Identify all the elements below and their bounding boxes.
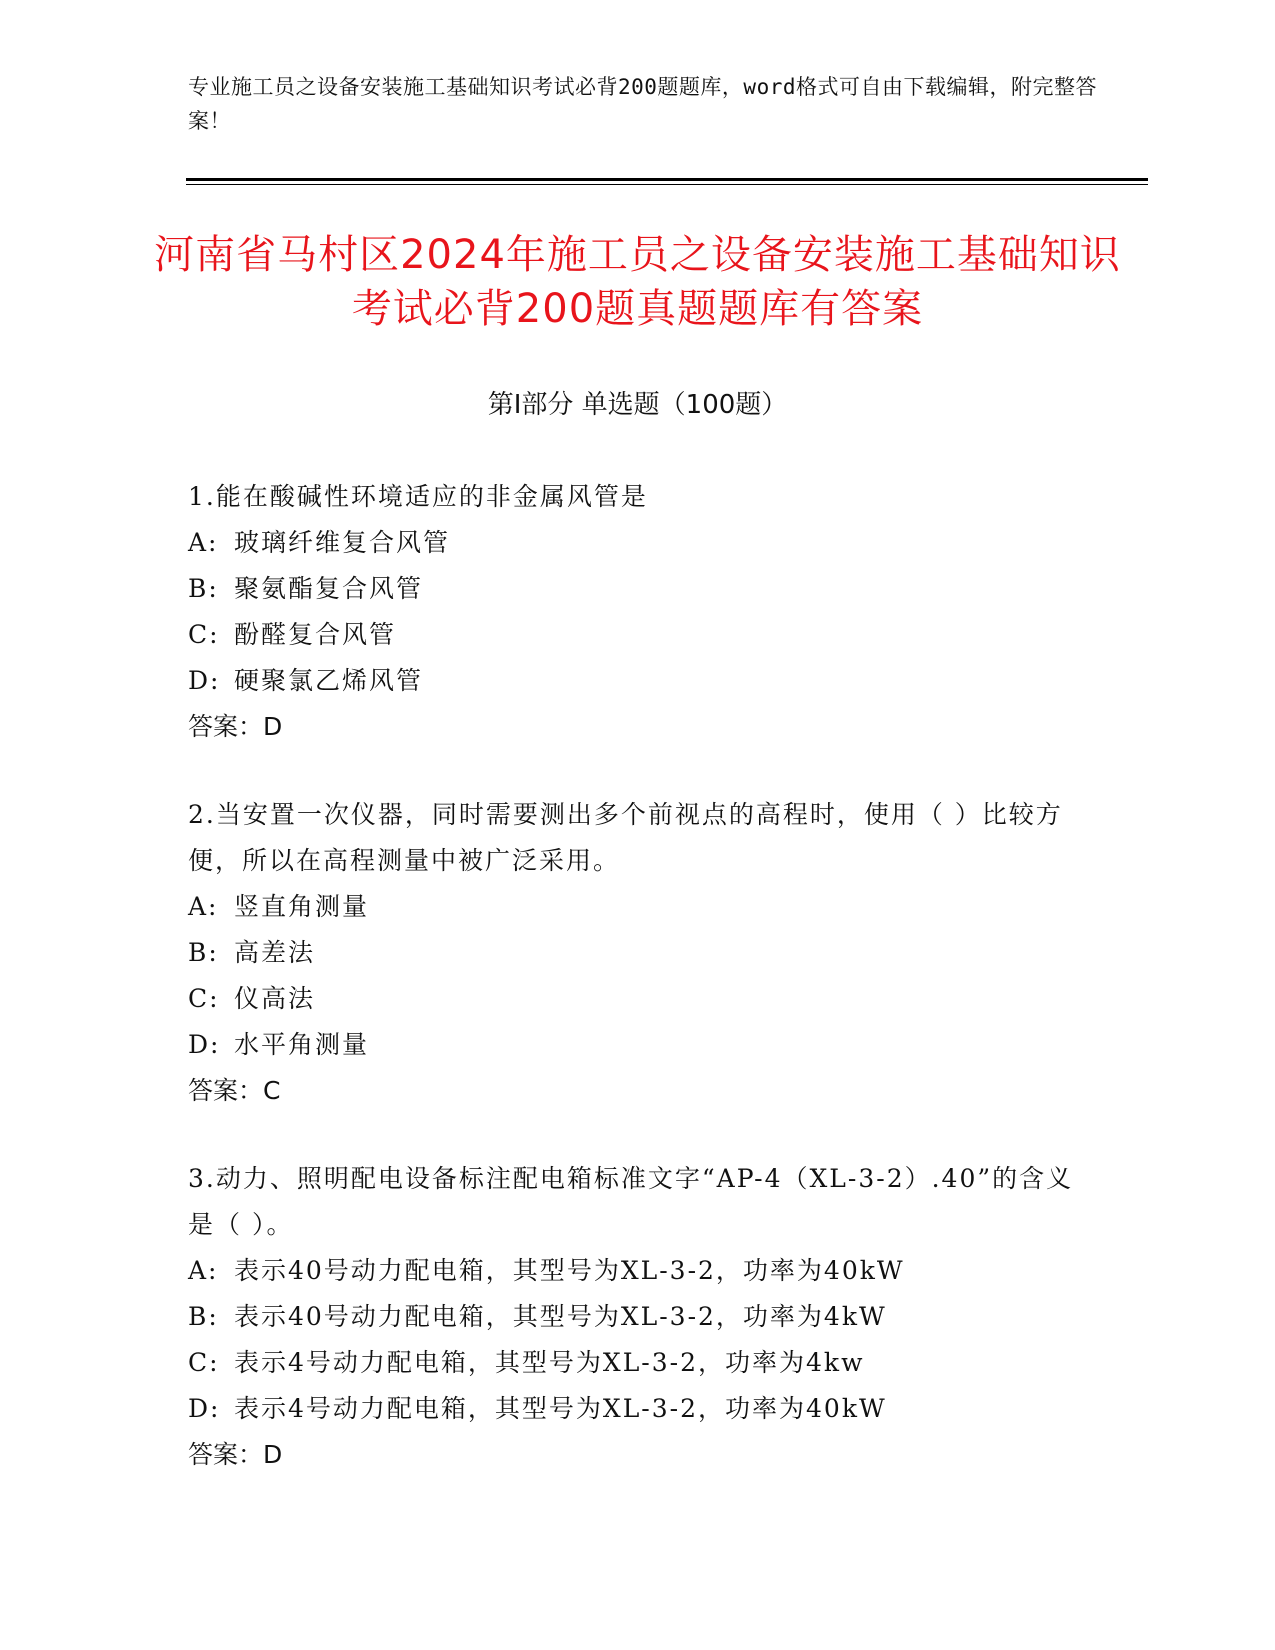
option-key: B: xyxy=(188,938,219,967)
option-d xyxy=(188,1386,1088,1432)
option-key: D: xyxy=(188,1394,221,1423)
option-c xyxy=(188,612,1088,658)
answer: 答案：D xyxy=(188,1440,283,1469)
option-c xyxy=(188,976,1088,1022)
option-text: 玻璃纤维复合风管 xyxy=(234,528,451,557)
question-stem: 2.当安置一次仪器，同时需要测出多个前视点的高程时，使用（ ）比较方便，所以在高程测量中被广泛采用。 xyxy=(188,800,1063,875)
header-rule-thin xyxy=(186,184,1148,185)
answer: 答案：D xyxy=(188,712,283,741)
option-a xyxy=(188,1248,1088,1294)
question-stem: 3.动力、照明配电设备标注配电箱标准文字“AP-4（XL-3-2）.40”的含义是（ ）。 xyxy=(188,1164,1074,1239)
option-key: A: xyxy=(188,892,219,921)
option-key: B: xyxy=(188,1302,219,1331)
document-title: 河南省马村区2024年施工员之设备安装施工基础知识考试必背200题真题题库有答案 xyxy=(154,232,1121,332)
option-key: C: xyxy=(188,620,220,649)
option-text: 仪高法 xyxy=(234,984,316,1013)
header-note: 专业施工员之设备安装施工基础知识考试必背200题题库，word格式可自由下载编辑，附完整答案！ xyxy=(188,75,1097,133)
question-list xyxy=(188,474,1088,1520)
option-text: 酚醛复合风管 xyxy=(234,620,397,649)
option-a xyxy=(188,884,1088,930)
option-c xyxy=(188,1340,1088,1386)
option-text: 表示4号动力配电箱，其型号为XL-3-2，功率为40kW xyxy=(234,1394,887,1423)
option-text: 表示40号动力配电箱，其型号为XL-3-2，功率为40kW xyxy=(234,1256,905,1285)
header-rule-thick xyxy=(186,178,1148,181)
option-key: A: xyxy=(188,1256,219,1285)
question-1 xyxy=(188,474,1088,750)
question-2 xyxy=(188,792,1088,1114)
option-b xyxy=(188,566,1088,612)
option-a xyxy=(188,520,1088,566)
option-text: 水平角测量 xyxy=(234,1030,370,1059)
question-stem: 1.能在酸碱性环境适应的非金属风管是 xyxy=(188,482,648,511)
option-text: 硬聚氯乙烯风管 xyxy=(234,666,424,695)
option-text: 竖直角测量 xyxy=(234,892,370,921)
option-key: D: xyxy=(188,1030,221,1059)
option-key: B: xyxy=(188,574,219,603)
option-key: D: xyxy=(188,666,221,695)
option-text: 表示4号动力配电箱，其型号为XL-3-2，功率为4kw xyxy=(234,1348,865,1377)
answer: 答案：C xyxy=(188,1076,281,1105)
option-key: A: xyxy=(188,528,219,557)
section-heading: 第Ⅰ部分 单选题（100题） xyxy=(487,390,788,420)
option-key: C: xyxy=(188,984,220,1013)
option-text: 聚氨酯复合风管 xyxy=(234,574,424,603)
option-b xyxy=(188,930,1088,976)
option-key: C: xyxy=(188,1348,220,1377)
question-3 xyxy=(188,1156,1088,1478)
option-d xyxy=(188,1022,1088,1068)
option-text: 高差法 xyxy=(234,938,316,967)
option-d xyxy=(188,658,1088,704)
option-text: 表示40号动力配电箱，其型号为XL-3-2，功率为4kW xyxy=(234,1302,887,1331)
option-b xyxy=(188,1294,1088,1340)
